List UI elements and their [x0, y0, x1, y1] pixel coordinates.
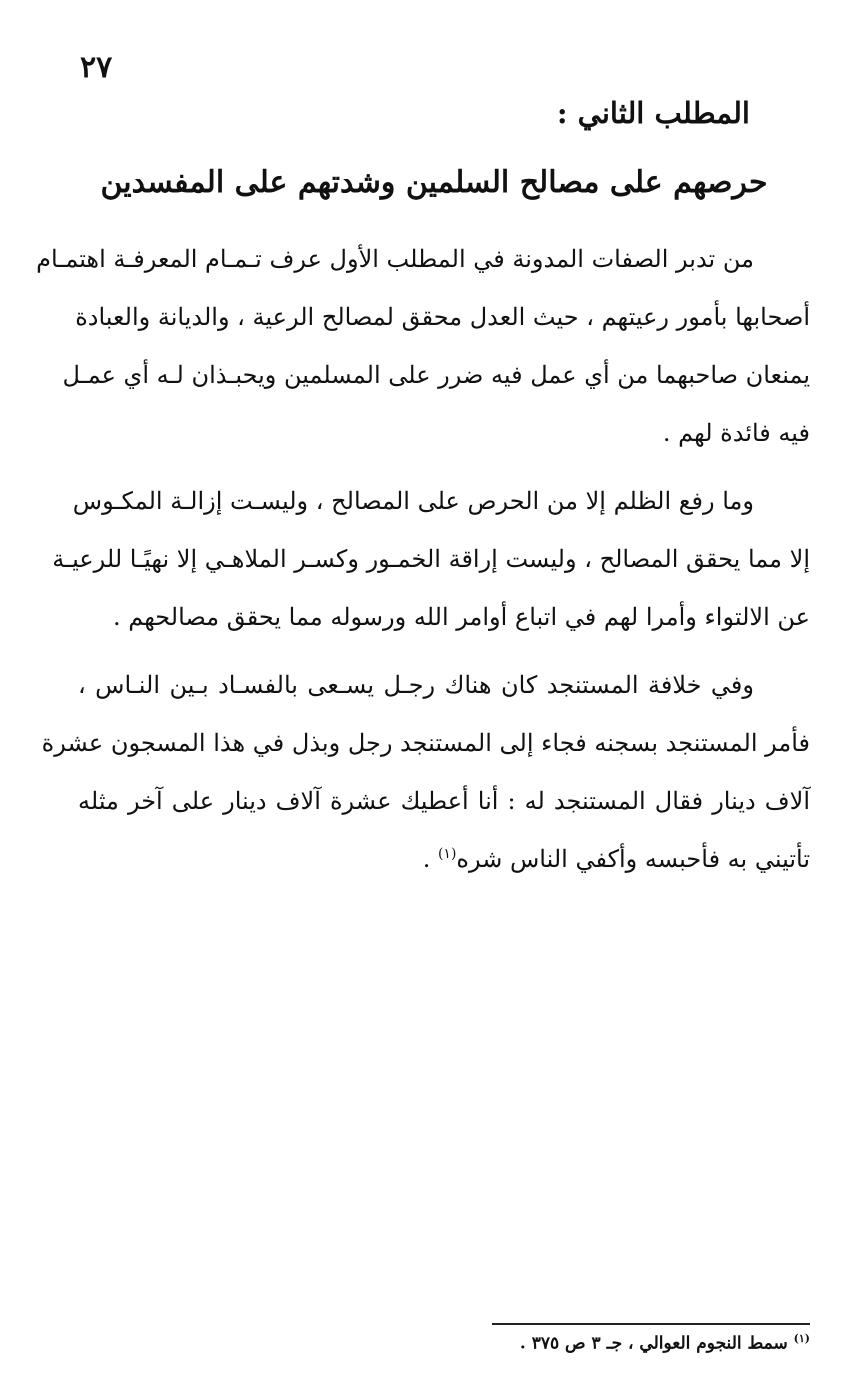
page-number: ٢٧ [80, 50, 113, 85]
text-line: من تدبر الصفات المدونة في المطلب الأول عرف تـمـام المعرفـة اهتمـام [36, 245, 754, 273]
text-line [78, 830, 810, 888]
text-line: آلاف دينار فقال المستنجد له : أنا أعطيك عشرة آلاف دينار على آخر مثله [78, 787, 810, 815]
paragraph-2 [52, 472, 810, 646]
footnote-reference: (١) [437, 846, 457, 862]
footnote [520, 1332, 810, 1354]
text-line: وما رفع الظلم إلا من الحرص على المصالح ، وليسـت إزالـة المكـوس [72, 487, 754, 515]
text-line: أصحابها بأمور رعيتهم ، حيث العدل محقق لمصالح الرعية ، والديانة والعبادة [75, 303, 810, 331]
text-line-part: تأتيني به فأحبسه وأكفي الناس شره [456, 845, 810, 873]
footnote-number: (١) [793, 1332, 810, 1345]
text-line: يمنعان صاحبهما من أي عمل فيه ضرر على المسلمين ويحبـذان لـه أي عمـل [62, 361, 810, 389]
body-text [36, 230, 810, 888]
text-line: فيه فائدة لهم . [662, 419, 810, 447]
text-line: فأمر المستنجد بسجنه فجاء إلى المستنجد رجل وبذل في هذا المسجون عشرة [41, 729, 810, 757]
footnote-text: سمط النجوم العوالي ، جـ ٣ ص ٣٧٥ . [519, 1333, 794, 1354]
paragraph-3 [41, 656, 810, 888]
paragraph-1 [36, 230, 810, 462]
text-line: عن الالتواء وأمرا لهم في اتباع أوامر الله ورسوله مما يحقق مصالحهم . [113, 603, 810, 631]
footnote-divider [492, 1323, 810, 1325]
text-line-part: . [422, 845, 438, 873]
page-title: حرصهم على مصالح السلمين وشدتهم على المفسدين [100, 165, 768, 200]
section-heading: المطلب الثاني : [556, 96, 750, 130]
text-line: وفي خلافة المستنجد كان هناك رجـل يسـعى بالفسـاد بـين النـاس ، [78, 671, 754, 699]
text-line: إلا مما يحقق المصالح ، وليست إراقة الخمـور وكسـر الملاهـي إلا نهيًـا للرعيـة [52, 545, 810, 573]
